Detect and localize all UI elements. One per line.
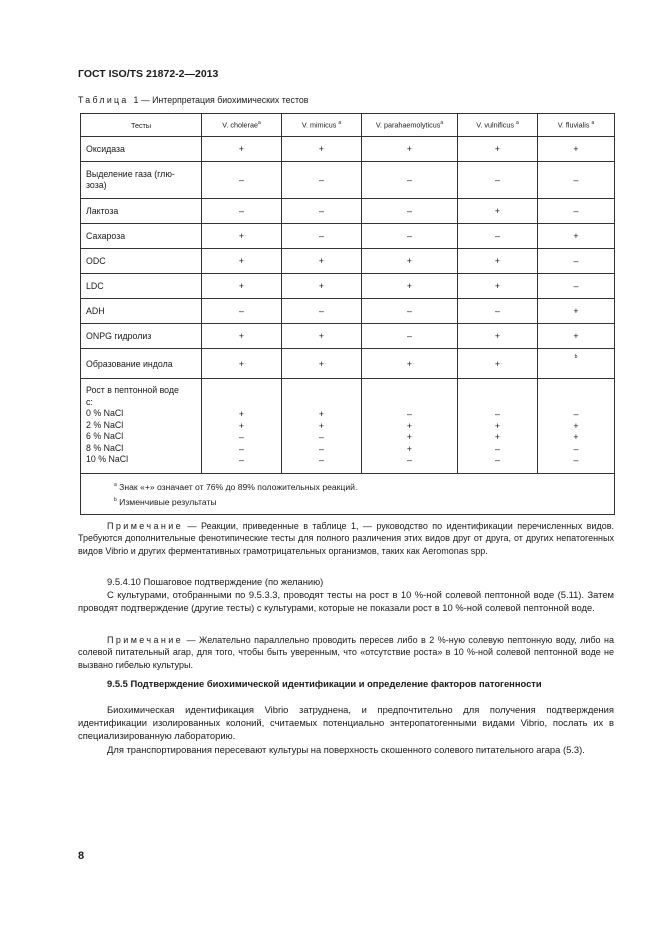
growth-title-line: Рост в пептонной воде: [86, 385, 179, 395]
table-cell: +: [538, 299, 615, 324]
table-cell: –: [362, 199, 458, 224]
table-cell: +: [362, 274, 458, 299]
test-name-line: Выделение газа (глю-: [86, 168, 175, 179]
test-name: ODC: [81, 249, 202, 274]
note-label: Примечание: [107, 521, 184, 531]
table-caption-text: — Интерпретация биохимических тестов: [140, 95, 309, 105]
table-header-row: [81, 114, 615, 137]
footnote: $^a$ Знак «+» означает от 76% до 89% положительных реакций.: [114, 482, 358, 492]
column-header: V. fluvialis $^a$: [538, 114, 615, 137]
growth-concentration: 8 % NaCl: [86, 442, 124, 453]
table-cell: +: [202, 349, 282, 379]
growth-concentration: 0 % NaCl: [86, 408, 124, 419]
table-row: [81, 224, 615, 249]
footnote: $^b$ Изменчивые результаты: [114, 496, 217, 507]
table-cell: –: [538, 162, 615, 199]
table-caption-number: 1: [133, 95, 139, 105]
table-cell: +: [458, 349, 538, 379]
section-heading: 9.5.5 Подтверждение биохимической идентификации и определение факторов патогенности: [107, 678, 542, 689]
growth-title-line: с:: [86, 396, 93, 407]
table-row: [81, 274, 615, 299]
note-text: — Желательно параллельно проводить пересев либо в 2 %-ную солевую пептонную воду, либо на солевой питательный агар, для того, чтобы быть уверенным, что «отсутствие роста» в 10 %-ной солевой пептонной воде не вызвано гибелью культуры.: [78, 635, 614, 670]
test-name: Сахароза: [81, 224, 202, 249]
column-header: V. parahaemolyticus$^a$: [362, 114, 458, 137]
table-cell: +: [282, 324, 362, 349]
table-cell: –: [362, 162, 458, 199]
table-cell: +: [458, 274, 538, 299]
table-cell: +: [362, 249, 458, 274]
table-row: [81, 137, 615, 162]
table-cell: –: [538, 249, 615, 274]
growth-values: + + – – –: [282, 379, 362, 474]
table-row: [81, 349, 615, 379]
table-cell: +: [538, 224, 615, 249]
table-cell: +: [362, 349, 458, 379]
table-cell: –: [458, 162, 538, 199]
table-cell: –: [458, 224, 538, 249]
page-number: 8: [78, 850, 85, 862]
table-cell: –: [282, 199, 362, 224]
table-row-growth: [81, 379, 615, 474]
table-cell: –: [282, 299, 362, 324]
table-footnotes-row: [81, 474, 615, 515]
table-row: [81, 162, 615, 199]
table-cell: +: [202, 224, 282, 249]
growth-values: – + + – –: [458, 379, 538, 474]
table-cell: +: [282, 249, 362, 274]
table-cell: –: [458, 299, 538, 324]
test-name: LDC: [81, 274, 202, 299]
document-header: ГОСТ ISO/TS 21872-2—2013: [78, 68, 219, 80]
growth-concentration: 2 % NaCl: [86, 419, 124, 430]
test-name: Оксидаза: [81, 137, 202, 162]
table-cell: +: [458, 249, 538, 274]
table-cell: +: [282, 274, 362, 299]
table-cell: +: [458, 137, 538, 162]
paragraph: С культурами, отобранными по 9.5.3.3, проводят тесты на рост в 10 %-ной солевой пептонной воде (5.11). Затем проводят подтверждение (другие тесты) с культурами, которые не показали рост в 10 %-ной солевой пептонной воде.: [78, 589, 614, 613]
table-cell: +: [202, 249, 282, 274]
table-cell: –: [202, 162, 282, 199]
table-cell: –: [202, 299, 282, 324]
table-cell: +: [538, 324, 615, 349]
test-name: ONPG гидролиз: [81, 324, 202, 349]
growth-concentration: 10 % NaCl: [86, 454, 129, 465]
growth-concentration: 6 % NaCl: [86, 431, 124, 442]
note-2: [78, 634, 614, 671]
table-row: [81, 324, 615, 349]
growth-values: + + – – –: [202, 379, 282, 474]
table-cell: +: [538, 137, 615, 162]
test-name: [81, 162, 202, 199]
table-cell: +: [458, 324, 538, 349]
table-caption: [78, 95, 308, 105]
table-cell: +: [202, 137, 282, 162]
section-heading: 9.5.4.10 Пошаговое подтверждение (по желанию): [107, 576, 324, 587]
table-caption-label: Таблица: [78, 95, 129, 105]
table-cell: b: [538, 349, 615, 379]
column-header: V. cholerae$^a$: [202, 114, 282, 137]
table-cell: –: [538, 199, 615, 224]
column-header: Тесты: [81, 114, 202, 137]
table-cell: –: [282, 224, 362, 249]
table-cell: –: [362, 299, 458, 324]
growth-values: – + + – –: [538, 379, 615, 474]
paragraph: Биохимическая идентификация Vibrio затруднена, и предпочтительно для получения подтверждения идентификации изолированных колоний, считаемых потенциально энтеропатогенными видами Vibrio, послать их в специализированную лабораторию.: [78, 704, 614, 741]
biochemical-tests-table: [80, 113, 615, 515]
table-cell: –: [538, 274, 615, 299]
growth-values: – + + + –: [362, 379, 458, 474]
growth-test-name: [81, 379, 202, 474]
table-row: [81, 199, 615, 224]
test-name-line: зоза): [86, 180, 107, 190]
test-name: ADH: [81, 299, 202, 324]
table-row: [81, 249, 615, 274]
test-name: Образование индола: [81, 349, 202, 379]
table-row: [81, 299, 615, 324]
table-cell: +: [202, 324, 282, 349]
table-footnotes: [81, 474, 615, 515]
table-cell: +: [362, 137, 458, 162]
table-cell: +: [282, 137, 362, 162]
table-cell: +: [202, 274, 282, 299]
column-header: V. vulnificus $^a$: [458, 114, 538, 137]
note-1: [78, 520, 614, 557]
note-label: Примечание: [107, 635, 184, 645]
table-cell: +: [282, 349, 362, 379]
paragraph: Для транспортирования пересевают культуры на поверхность скошенного солевого питательного агара (5.3).: [107, 744, 585, 755]
test-name: Лактоза: [81, 199, 202, 224]
column-header: V. mimicus $^a$: [282, 114, 362, 137]
note-text: — Реакции, приведенные в таблице 1, — руководство по идентификации перечисленных видов. Требуются дополнительные фенотипические тесты для полного различения этих видов друг от друга, от других непатогенных видов Vibrio и других ферментативных грамотрицательных организмов, таких как Aeromonas spp.: [78, 521, 614, 556]
table-cell: –: [362, 224, 458, 249]
table-cell: +: [458, 199, 538, 224]
table-cell: –: [362, 324, 458, 349]
table-cell: –: [282, 162, 362, 199]
table-cell: –: [202, 199, 282, 224]
